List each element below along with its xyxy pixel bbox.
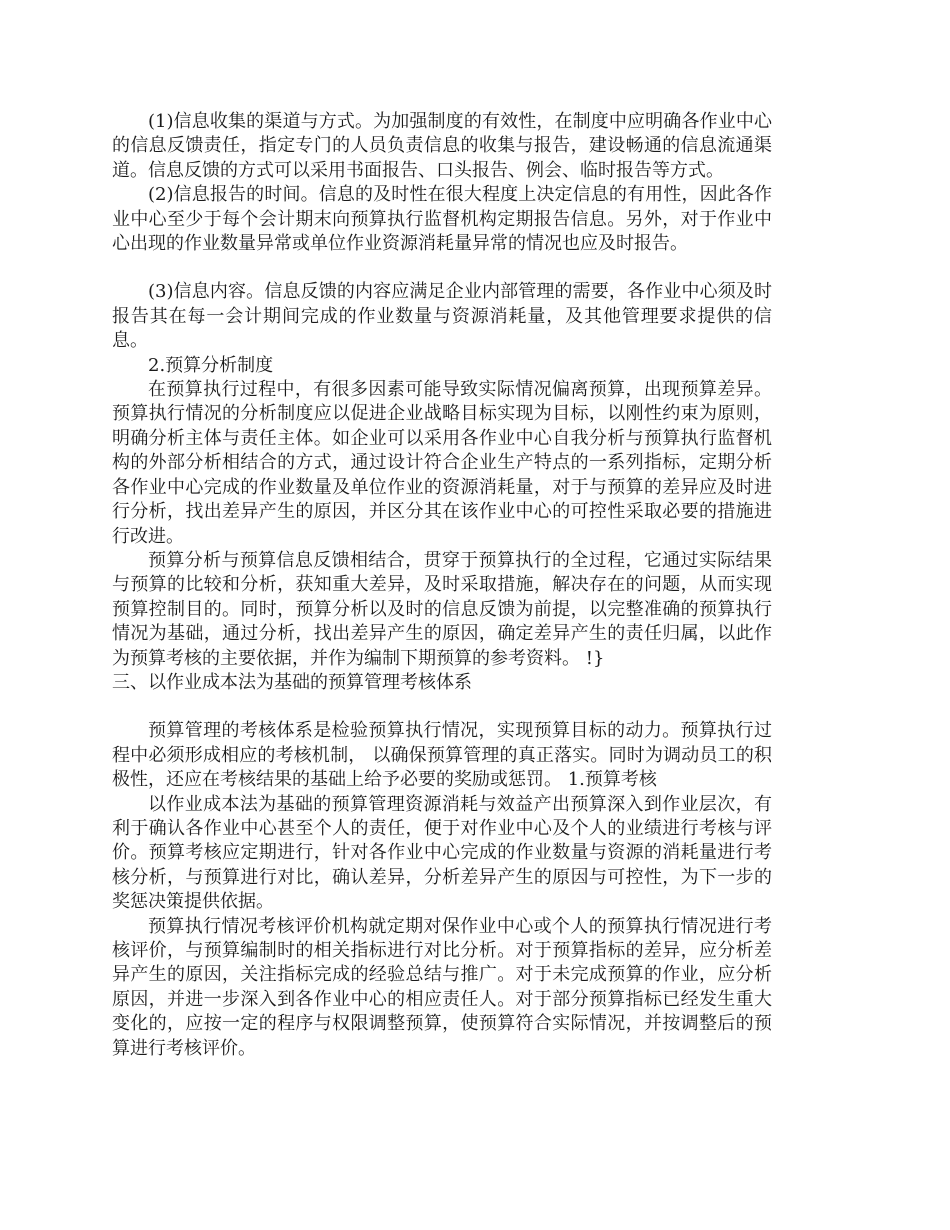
- paragraph-info-collection: (1)信息收集的渠道与方式。为加强制度的有效性，在制度中应明确各作业中心的信息反馈责任，指定专门的人员负责信息的收集与报告，建设畅通的信息流通渠道。信息反馈的方式可以采用书面报告、口头报告、例会、临时报告等方式。: [112, 111, 772, 181]
- section-heading-assessment-system: 三、以作业成本法为基础的预算管理考核体系: [112, 671, 472, 693]
- paragraph-abc-budget: 以作业成本法为基础的预算管理资源消耗与效益产出预算深入到作业层次，有利于确认各作业中心甚至个人的责任，便于对作业中心及个人的业绩进行考核与评价。预算考核应定期进行，针对各作业中心完成的作业数量与资源的消耗量进行考核分析，与预算进行对比，确认差异，分析差异产生的原因与可控性，为下一步的奖惩决策提供依据。: [112, 793, 772, 913]
- paragraph-gap: [112, 256, 772, 280]
- paragraph-assessment-system: 预算管理的考核体系是检验预算执行情况，实现预算目标的动力。预算执行过程中必须形成相应的考核机制， 以确保预算管理的真正落实。同时为调动员工的积极性，还应在考核结果的基础上给予必要的奖励或惩罚。 1.预算考核: [112, 720, 772, 791]
- paragraph-report-time: (2)信息报告的时间。信息的及时性在很大程度上决定信息的有用性，因此各作业中心至少于每个会计期末向预算执行监督机构定期报告信息。另外，对于作业中心出现的作业数量异常或单位作业资源消耗量异常的情况也应及时报告。: [112, 184, 772, 255]
- paragraph-gap: [112, 695, 772, 719]
- section-heading-budget-analysis: 2.预算分析制度: [148, 354, 274, 376]
- paragraph-assessment-evaluation: 预算执行情况考核评价机构就定期对保作业中心或个人的预算执行情况进行考核评价，与预算编制时的相关指标进行对比分析。对于预算指标的差异，应分析差异产生的原因，关注指标完成的经验总结与推广。对于未完成预算的作业，应分析原因，并进一步深入到各作业中心的相应责任人。对于部分预算指标已经发生重大变化的，应按一定的程序与权限调整预算，使预算符合实际情况，并按调整后的预算进行考核评价。: [112, 915, 772, 1059]
- paragraph-analysis-feedback: 预算分析与预算信息反馈相结合，贯穿于预算执行的全过程，它通过实际结果与预算的比较和分析，获知重大差异，及时采取措施，解决存在的问题，从而实现预算控制目的。同时，预算分析以及时的信息反馈为前提，以完整准确的预算执行情况为基础，通过分析，找出差异产生的原因，确定差异产生的责任归属，以此作为预算考核的主要依据，并作为编制下期预算的参考资料。 !}: [112, 549, 772, 669]
- paragraph-info-content: (3)信息内容。信息反馈的内容应满足企业内部管理的需要，各作业中心须及时报告其在每一会计期间完成的作业数量与资源消耗量，及其他管理要求提供的信息。: [112, 281, 772, 352]
- paragraph-budget-analysis: 在预算执行过程中，有很多因素可能导致实际情况偏离预算，出现预算差异。预算执行情况的分析制度应以促进企业战略目标实现为目标，以刚性约束为原则，明确分析主体与责任主体。如企业可以采用各作业中心自我分析与预算执行监督机构的外部分析相结合的方式，通过设计符合企业生产特点的一系列指标，定期分析各作业中心完成的作业数量及单位作业的资源消耗量，对于与预算的差异应及时进行分析，找出差异产生的原因，并区分其在该作业中心的可控性采取必要的措施进行改进。: [112, 379, 772, 547]
